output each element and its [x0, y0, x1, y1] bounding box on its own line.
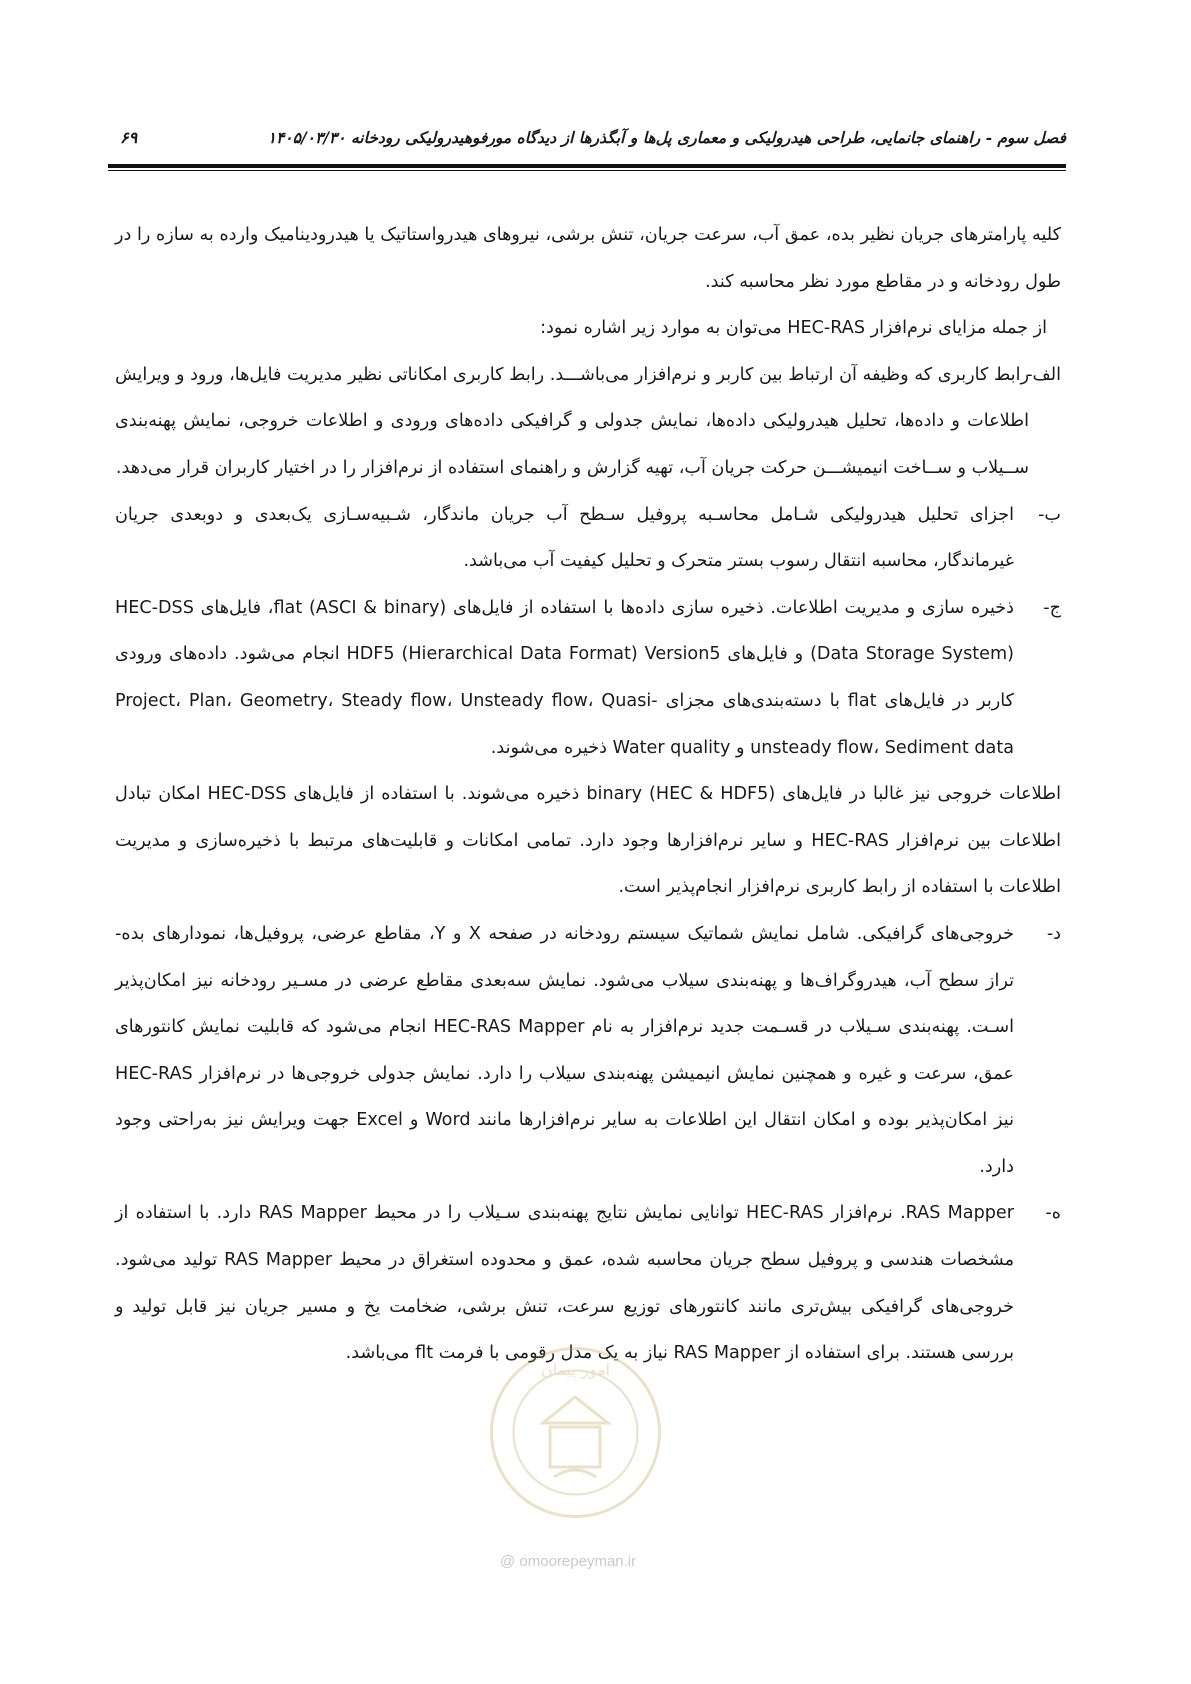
list-item-label: الف-	[1026, 364, 1061, 385]
list-item-text: ذخیره سازی و مدیریت اطلاعات. ذخیره سازی داده‌ها با استفاده از فایل‌های flat (ASCI & binary)، فایل‌های HEC-DSS (Data Storage System) و فایل‌های HDF5 (Hierarchical Data Format) Version5 انجام می‌شود. داده‌های ورودی کاربر در فایل‌های flat با دسته‌بندی‌های مجزای Project، Plan، Geometry، Steady flow، Unsteady flow، Quasi-unsteady flow، Sediment data و Water quality ذخیره می‌شوند.	[115, 597, 1014, 758]
page-number: ۶۹	[120, 128, 138, 147]
header-rule-thin	[108, 170, 1066, 171]
list-item	[115, 492, 1061, 585]
list-item-text: RAS Mapper. نرم‌افزار HEC-RAS توانایی نمایش نتایج پهنه‌بندی سـیلاب را در محیط RAS Mapper دارد. با استفاده از مشخصات هندسی و پروفیل سطح جریان محاسبه شده، عمق و محدوده استغراق در محیط RAS Mapper تولید می‌شود. خروجی‌های گرافیکی بیش‌تری مانند کانتورهای توزیع سرعت، تنش برشی، ضخامت یخ و مسیر جریان نیز قابل تولید و بررسی هستند. برای استفاده از RAS Mapper نیاز به یک مدل رقومی با فرمت flt می‌باشد.	[115, 1203, 1014, 1364]
list-item	[115, 585, 1061, 771]
body-text	[115, 212, 1061, 1377]
watermark-site: @ omoorepeyman.ir	[500, 1553, 637, 1570]
running-header	[108, 128, 1066, 154]
intro-advantages: از جمله مزایای نرم‌افزار HEC-RAS می‌توان به موارد زیر اشاره نمود:	[540, 318, 1047, 339]
output-paragraph: اطلاعات خروجی نیز غالبا در فایل‌های binary (HEC & HDF5) ذخیره می‌شوند. با استفاده از فایل‌های HEC-DSS امکان تبادل اطلاعات بین نرم‌افزار HEC-RAS و سایر نرم‌افزارها وجود دارد. تمامی امکانات و قابلیت‌های مرتبط با ذخیره‌سازی و مدیریت اطلاعات با استفاده از رابط کاربری نرم‌افزار انجام‌پذیر است.	[115, 784, 1061, 898]
list-item-label: ه-	[1045, 1203, 1061, 1224]
list-item-text: اجزای تحلیل هیدرولیکی شـامل محاسـبه پروفیل سـطح آب جریان ماندگار، شـبیه‌سـازی یک‌بعدی و دوبعدی جریان غیرماندگار، محاسبه انتقال رسوب بستر متحرک و تحلیل کیفیت آب می‌باشد.	[115, 504, 1014, 572]
header-rule-thick	[108, 164, 1066, 168]
intro-paragraph: کلیه پارامترهای جریان نظیر بده، عمق آب، سرعت جریان، تنش برشی، نیروهای هیدرواستاتیک یا هیدرودینامیک وارده به سازه را در طول رودخانه و در مقاطع مورد نظر محاسبه کند.	[115, 225, 1061, 292]
list-item-text: رابط کاربری که وظیفه آن ارتباط بین کاربر و نرم‌افزار می‌باشـــد. رابط کاربری امکاناتی نظیر مدیریت فایل‌ها، ورود و ویرایش اطلاعات و داده‌ها، تحلیل هیدرولیکی داده‌ها، نمایش جدولی و گرافیکی داده‌های ورودی و اطلاعات خروجی، نمایش پهنه‌بندی ســیلاب و ســاخت انیمیشـــن حرکت جریان آب، تهیه گزارش و راهنمای استفاده از نرم‌افزار را در اختیار کاربران قرار می‌دهد.	[115, 364, 1029, 478]
list-item-label: د-	[1046, 923, 1061, 944]
watermark-logo	[488, 1345, 663, 1520]
watermark-site-text: omoorepeyman.ir	[519, 1553, 637, 1570]
list-item-text: خروجی‌های گرافیکی. شامل نمایش شماتیک سیستم رودخانه در صفحه X و Y، مقاطع عرضی، پروفیل‌ها، نمودارهای بده- تراز سطح آب، هیدروگراف‌ها و پهنه‌بندی سیلاب می‌شود. نمایش سه‌بعدی مقاطع عرضی در مسـیر رودخانه نیز امکان‌پذیر اسـت. پهنه‌بندی سـیلاب در قسـمت جدید نرم‌افزار به نام HEC-RAS Mapper انجام می‌شود که قابلیت نمایش کانتورهای عمق، سرعت و غیره و همچنین نمایش انیمیشن پهنه‌بندی سیلاب را دارد. نمایش جدولی خروجی‌ها در نرم‌افزار HEC-RAS نیز امکان‌پذیر بوده و امکان انتقال این اطلاعات به سایر نرم‌افزارها مانند Word و Excel جهت ویرایش نیز به‌راحتی وجود دارد.	[115, 923, 1014, 1177]
list-item	[115, 911, 1061, 1191]
watermark-logo-text: امور پیمان	[540, 1360, 611, 1379]
list-item	[115, 352, 1061, 492]
list-item-label: ب-	[1038, 504, 1061, 525]
header-title: فصل سوم - راهنمای جانمایی، طراحی هیدرولیکی و معماری پل‌ها و آبگذرها از دیدگاه مورفوهیدرولیکی رودخانه ۱۴۰۵/۰۳/۳۰	[267, 128, 1066, 147]
list-item-label: ج-	[1043, 597, 1061, 618]
